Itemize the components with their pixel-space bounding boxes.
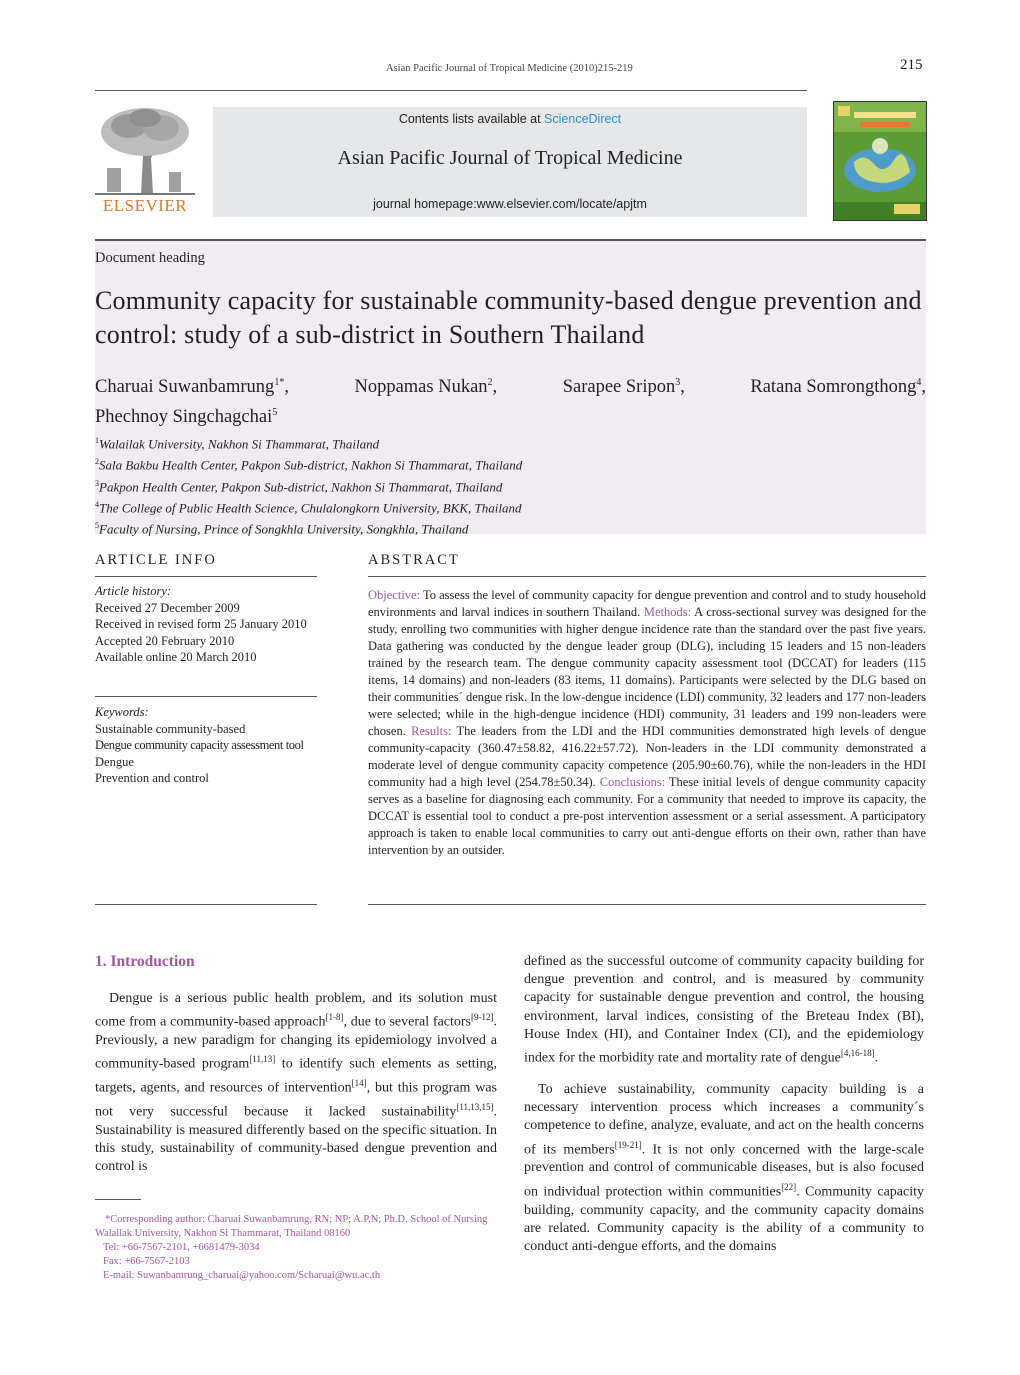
intro-column-2a	[524, 953, 924, 1068]
body-text: , due to several factors	[343, 1014, 471, 1030]
body-text: . It is not only concerned with the large-scale prevention and control of communicable diseases, but is also focused on individual protection within communities	[524, 1142, 924, 1200]
author: Phechnoy Singchagchai$^5$	[95, 407, 278, 428]
body-text: Dengue is a serious public health problem, and its solution must come from a community-based approach	[95, 991, 497, 1030]
citation-ref[interactable]: [14]	[351, 1078, 367, 1089]
conclusions-label: Conclusions:	[599, 775, 666, 789]
citation-ref[interactable]: [19-21]	[614, 1139, 642, 1150]
citation-ref[interactable]: [11,13]	[249, 1054, 276, 1065]
abstract-heading: ABSTRACT	[368, 552, 460, 568]
body-text: defined as the successful outcome of community capacity building for dengue prevention and control, and is measured by community capacity for sustainable dengue prevention and control, the housing environment, larval indices, consisting of the Breteau Index (BI), House Index (HI), and Container Index (CI), and the epidemiology index for the morbidity rate and mortality rate of dengue	[524, 954, 924, 1066]
corresponding-author: *Corresponding author: Charuai Suwanbamrung, RN; NP; A.P.N; Ph.D. School of Nursing Walailak University, Nakhon Si Thammarat, Thailand 08160	[95, 1214, 488, 1239]
affiliation: $^3$Pakpon Health Center, Pakpon Sub-district, Nakhon Si Thammarat, Thailand	[95, 478, 503, 494]
fax: Fax: +66-7567-2103	[103, 1256, 190, 1267]
sciencedirect-link[interactable]: ScienceDirect	[544, 112, 622, 126]
introduction-title: 1. Introduction	[95, 953, 195, 970]
history-item: Accepted 20 February 2010	[95, 633, 235, 648]
affiliations	[95, 432, 522, 539]
results-label: Results:	[411, 724, 452, 738]
affiliation: $^4$The College of Public Health Science, Chulalongkorn University, BKK, Thailand	[95, 499, 522, 516]
keyword: Prevention and control	[95, 771, 209, 785]
body-text: . Community capacity building, community capacity, and the community capacity domains are related. Community capacity is the ability of a community to conduct anti-dengue efforts, and the domains	[524, 1184, 924, 1254]
article-info-rule	[95, 576, 317, 577]
history-item: Received 27 December 2009	[95, 600, 240, 615]
keyword: Dengue community capacity assessment tool	[95, 738, 304, 752]
affiliation: $^1$Walailak University, Nakhon Si Thammarat, Thailand	[95, 436, 380, 452]
citation-ref[interactable]: [11,13,15]	[456, 1101, 494, 1112]
elsevier-wordmark: ELSEVIER	[102, 196, 188, 215]
citation-ref[interactable]: [1-8]	[325, 1012, 344, 1023]
history-item: Available online 20 March 2010	[95, 650, 257, 664]
abstract-text: Objective: To assess the level of community capacity for dengue prevention and control and to study household environments and larval indices in southern Thailand. Methods: A cross-sectional survey was designed for the study, enrolling two communities with higher dengue incidence rate than the standard over the past five years. Data gathering was conducted by the dengue leader group (DLG), including 15 leaders and 15 non-leaders trained by the research team. The dengue community capacity assessment tool (DCCAT) for leaders (115 items, 14 domains) and non-leaders (83 items, 11 domains). Participants were selected by the DLG based on their communities´ dengue risk. In the low-dengue incidence (LDI) community, 32 leaders and 177 non-leaders were selected; while in the high-dengue incidence (HDI) community, 31 leaders and 199 non-leaders were chosen. Results: The leaders from the LDI and the HDI communities demonstrated high levels of dengue community-capacity (360.47±58.82, 416.22±57.72). Non-leaders in the LDI community demonstrated a moderate level of dengue community capacity competence (205.90±60.76), while the non-leaders in the HDI community had a high level (254.78±50.34). Conclusions: These initial levels of dengue community capacity serves as a baseline for diagnosing each community. For a community that needed to improve its capacity, the DCCAT is essential tool to conduct a pre-post intervention assessment or a serial assessment. A participatory approach is taken to enable local communities to carry out anti-dengue efforts on their own, rather than have intervention by an outsider.	[368, 588, 926, 857]
email[interactable]: E-mail: Suwanbamrung_charuai@yahoo.com/Scharuai@wu.ac.th	[103, 1270, 381, 1281]
history-item: Received in revised form 25 January 2010	[95, 617, 307, 631]
body-text: . Previously, a new paradigm for changing its epidemiology involved a community-based program	[95, 1014, 497, 1072]
article-title: Community capacity for sustainable community-based dengue prevention and control: study of a sub-district in Southern Thailand	[95, 286, 922, 349]
intro-column-1	[95, 990, 497, 1176]
journal-cover-icon	[834, 102, 926, 220]
body-text: , but this program was not very successful because it lacked sustainability	[95, 1080, 497, 1120]
corresponding-footnote	[95, 1213, 500, 1283]
abstract-bottom-rule	[368, 904, 926, 905]
elsevier-logo	[95, 106, 195, 216]
journal-banner	[213, 107, 807, 217]
document-heading: Document heading	[95, 250, 205, 266]
article-info-heading: ARTICLE INFO	[95, 552, 217, 568]
telephone: Tel: +66-7567-2101, +6681479-3034	[103, 1242, 260, 1253]
page-number: 215	[900, 57, 923, 73]
journal-homepage[interactable]: journal homepage:www.elsevier.com/locate/apjtm	[373, 197, 647, 211]
affiliation: $^5$Faculty of Nursing, Prince of Songkhla University, Songkhla, Thailand	[95, 521, 469, 537]
citation-ref[interactable]: [9-12]	[471, 1012, 494, 1023]
affiliation: $^2$Sala Bakbu Health Center, Pakpon Sub-district, Nakhon Si Thammarat, Thailand	[95, 457, 523, 473]
citation-ref[interactable]: [4,16-18]	[840, 1048, 875, 1059]
journal-cover	[833, 101, 927, 221]
author: Charuai Suwanbamrung$^{1*}$,	[95, 377, 289, 398]
objective-label: Objective:	[368, 588, 421, 602]
history-label: Article history:	[95, 584, 172, 598]
keywords-rule	[95, 696, 317, 697]
body-text: . Sustainability is measured differently based on the specific situation. In this study, sustainability of community-based dengue prevention and control is	[95, 1104, 497, 1175]
keyword: Sustainable community-based	[95, 721, 246, 736]
keywords-label: Keywords:	[95, 705, 149, 719]
body-text: to identify such elements as setting, targets, agents, and resources of intervention	[95, 1056, 497, 1096]
body-text: To achieve sustainability, community capacity building is a necessary intervention process which increases a community´s competence to define, analyze, evaluate, and act on the health concerns of its members	[524, 1082, 924, 1158]
header-rule	[95, 90, 807, 91]
intro-column-2b	[524, 1081, 924, 1256]
footnote-rule	[95, 1199, 141, 1200]
abstract-rule	[368, 576, 926, 577]
keywords	[95, 704, 317, 787]
contents-prefix: Contents lists available at	[398, 112, 545, 126]
info-bottom-rule	[95, 904, 317, 905]
journal-name: Asian Pacific Journal of Tropical Medicine	[337, 147, 683, 169]
body-text: .	[874, 1050, 879, 1066]
author: Sarapee Sripon$^3$,	[562, 377, 685, 398]
author-list	[95, 370, 926, 430]
keyword: Dengue	[95, 754, 134, 769]
author: Ratana Somrongthong$^4$,	[750, 377, 926, 398]
contents-available	[213, 112, 807, 126]
methods-label: Methods:	[643, 605, 692, 619]
author: Noppamas Nukan$^2$,	[354, 377, 498, 398]
running-title: Asian Pacific Journal of Tropical Medicine (2010)215-219	[386, 63, 633, 74]
article-history	[95, 583, 317, 666]
citation-ref[interactable]: [22]	[781, 1181, 797, 1192]
tree-icon	[95, 106, 195, 196]
